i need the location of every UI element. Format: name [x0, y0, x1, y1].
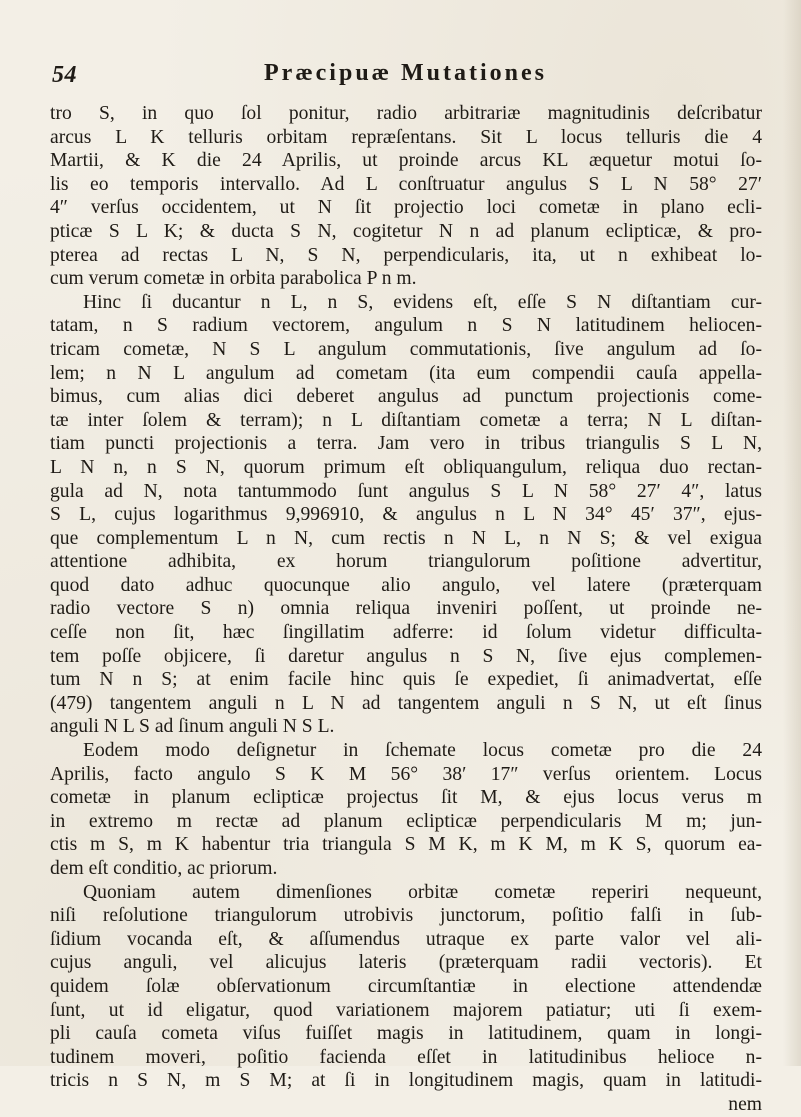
text-line: tricam cometæ, N S L angulum commutationis, ſive angulum ad ſo-	[50, 338, 762, 360]
text-line: bimus, cum alias dici deberet angulus ad punctum projectionis come-	[50, 386, 762, 408]
text-line: cometæ in planum eclipticæ projectus ſit M, & ejus locus verus m	[50, 787, 762, 809]
text-line: Quoniam autem dimenſiones orbitæ cometæ reperiri nequeunt,	[83, 881, 762, 903]
text-line: L N n, n S N, quorum primum eſt obliquangulum, reliqua duo rectan-	[50, 456, 762, 478]
text-line: lis eo temporis intervallo. Ad L conſtruatur angulus S L N 58° 27′	[50, 173, 762, 195]
text-line: ſidium vocanda eſt, & aſſumendus utraque ex parte valor vel ali-	[50, 928, 762, 950]
text-line: ctis m S, m K habentur tria triangula S M K, m K M, m K S, quorum ea-	[50, 834, 762, 856]
text-line: arcus L K telluris orbitam repræſentans. Sit L locus telluris die 4	[50, 126, 762, 148]
text-line: pli cauſa cometa viſus fuiſſet magis in latitudinem, quam in longi-	[50, 1023, 762, 1045]
text-line: cujus anguli, vel alicujus lateris (præterquam radii vectoris). Et	[50, 952, 762, 974]
text-line: quod dato adhuc quocunque alio angulo, vel latere (præterquam	[50, 574, 762, 596]
text-line: quidem ſolæ obſervationum circumſtantiæ in electione attendendæ	[50, 975, 762, 997]
text-line: niſi reſolutione triangulorum utrobivis junctorum, poſitio falſi in ſub-	[50, 905, 762, 927]
text-line: radio vectore S n) omnia reliqua inveniri poſſent, ut proinde ne-	[50, 598, 762, 620]
page-number: 54	[52, 62, 77, 88]
page-header	[52, 58, 762, 92]
text-line: Martii, & K die 24 Aprilis, ut proinde arcus KL æquetur motui ſo-	[50, 150, 762, 172]
text-line: ceſſe non ſit, hæc ſingillatim adferre: id ſolum videtur difficulta-	[50, 622, 762, 644]
text-line: Aprilis, facto angulo S K M 56° 38′ 17″ verſus orientem. Locus	[50, 763, 762, 785]
text-line: (479) tangentem anguli n L N ad tangentem anguli n S N, ut eſt ſinus	[50, 692, 762, 714]
running-head: Præcipuæ Mutationes	[264, 60, 547, 86]
text-line: 4″ verſus occidentem, ut N ſit projectio loci cometæ in plano ecli-	[50, 197, 762, 219]
text-line: tricis n S N, m S M; at ſi in longitudinem magis, quam in latitudi-	[50, 1070, 762, 1092]
text-line: Eodem modo deſignetur in ſchemate locus cometæ pro die 24	[83, 740, 762, 762]
text-line: tum N n S; at enim facile hinc quis ſe expediet, ſi animadvertat, eſſe	[50, 669, 762, 691]
text-line: ſunt, ut id eligatur, quod variationem majorem patiatur; uti ſi exem-	[50, 999, 762, 1021]
text-line: lem; n N L angulum ad cometam (ita eum compendii cauſa appella-	[50, 362, 762, 384]
text-line: anguli N L S ad ſinum anguli N S L.	[50, 716, 335, 738]
text-line: attentione adhibita, ex horum triangulorum poſitione advertitur,	[50, 551, 762, 573]
text-line: tiam puncti projectionis a terra. Jam vero in tribus triangulis S L N,	[50, 433, 762, 455]
text-line: que complementum L n N, cum rectis n N L, n N S; & vel exigua	[50, 527, 762, 549]
text-line: Hinc ſi ducantur n L, n S, evidens eſt, eſſe S N diſtantiam cur-	[83, 291, 762, 313]
text-line: in extremo m rectæ ad planum eclipticæ perpendicularis M m; jun-	[50, 810, 762, 832]
text-line: tudinem moveri, poſitio facienda eſſet in latitudinibus helioce n-	[50, 1046, 762, 1068]
text-line: S L, cujus logarithmus 9,996910, & angulus n L N 34° 45′ 37″, ejus-	[50, 504, 762, 526]
text-line: tatam, n S radium vectorem, angulum n S N latitudinem heliocen-	[50, 315, 762, 337]
text-line: tem poſſe objicere, ſi daretur angulus n S N, ſive ejus complemen-	[50, 645, 762, 667]
text-line: tæ inter ſolem & terram); n L diſtantiam cometæ a terra; N L diſtan-	[50, 409, 762, 431]
text-line: dem eſt conditio, ac priorum.	[50, 858, 278, 879]
body-text	[50, 102, 762, 1117]
text-line: cum verum cometæ in orbita parabolica P n m.	[50, 268, 417, 290]
text-line: gula ad N, nota tantummodo ſunt angulus S L N 58° 27′ 4″, latus	[50, 480, 762, 502]
text-line: pticæ S L K; & ducta S N, cogitetur N n ad planum eclipticæ, & pro-	[50, 220, 762, 242]
text-line: pterea ad rectas L N, S N, perpendicularis, ita, ut n exhibeat lo-	[50, 244, 762, 266]
text-line: tro S, in quo ſol ponitur, radio arbitrariæ magnitudinis deſcribatur	[50, 103, 762, 124]
catchword: nem	[728, 1093, 762, 1115]
page-edge-shadow	[783, 0, 801, 1066]
